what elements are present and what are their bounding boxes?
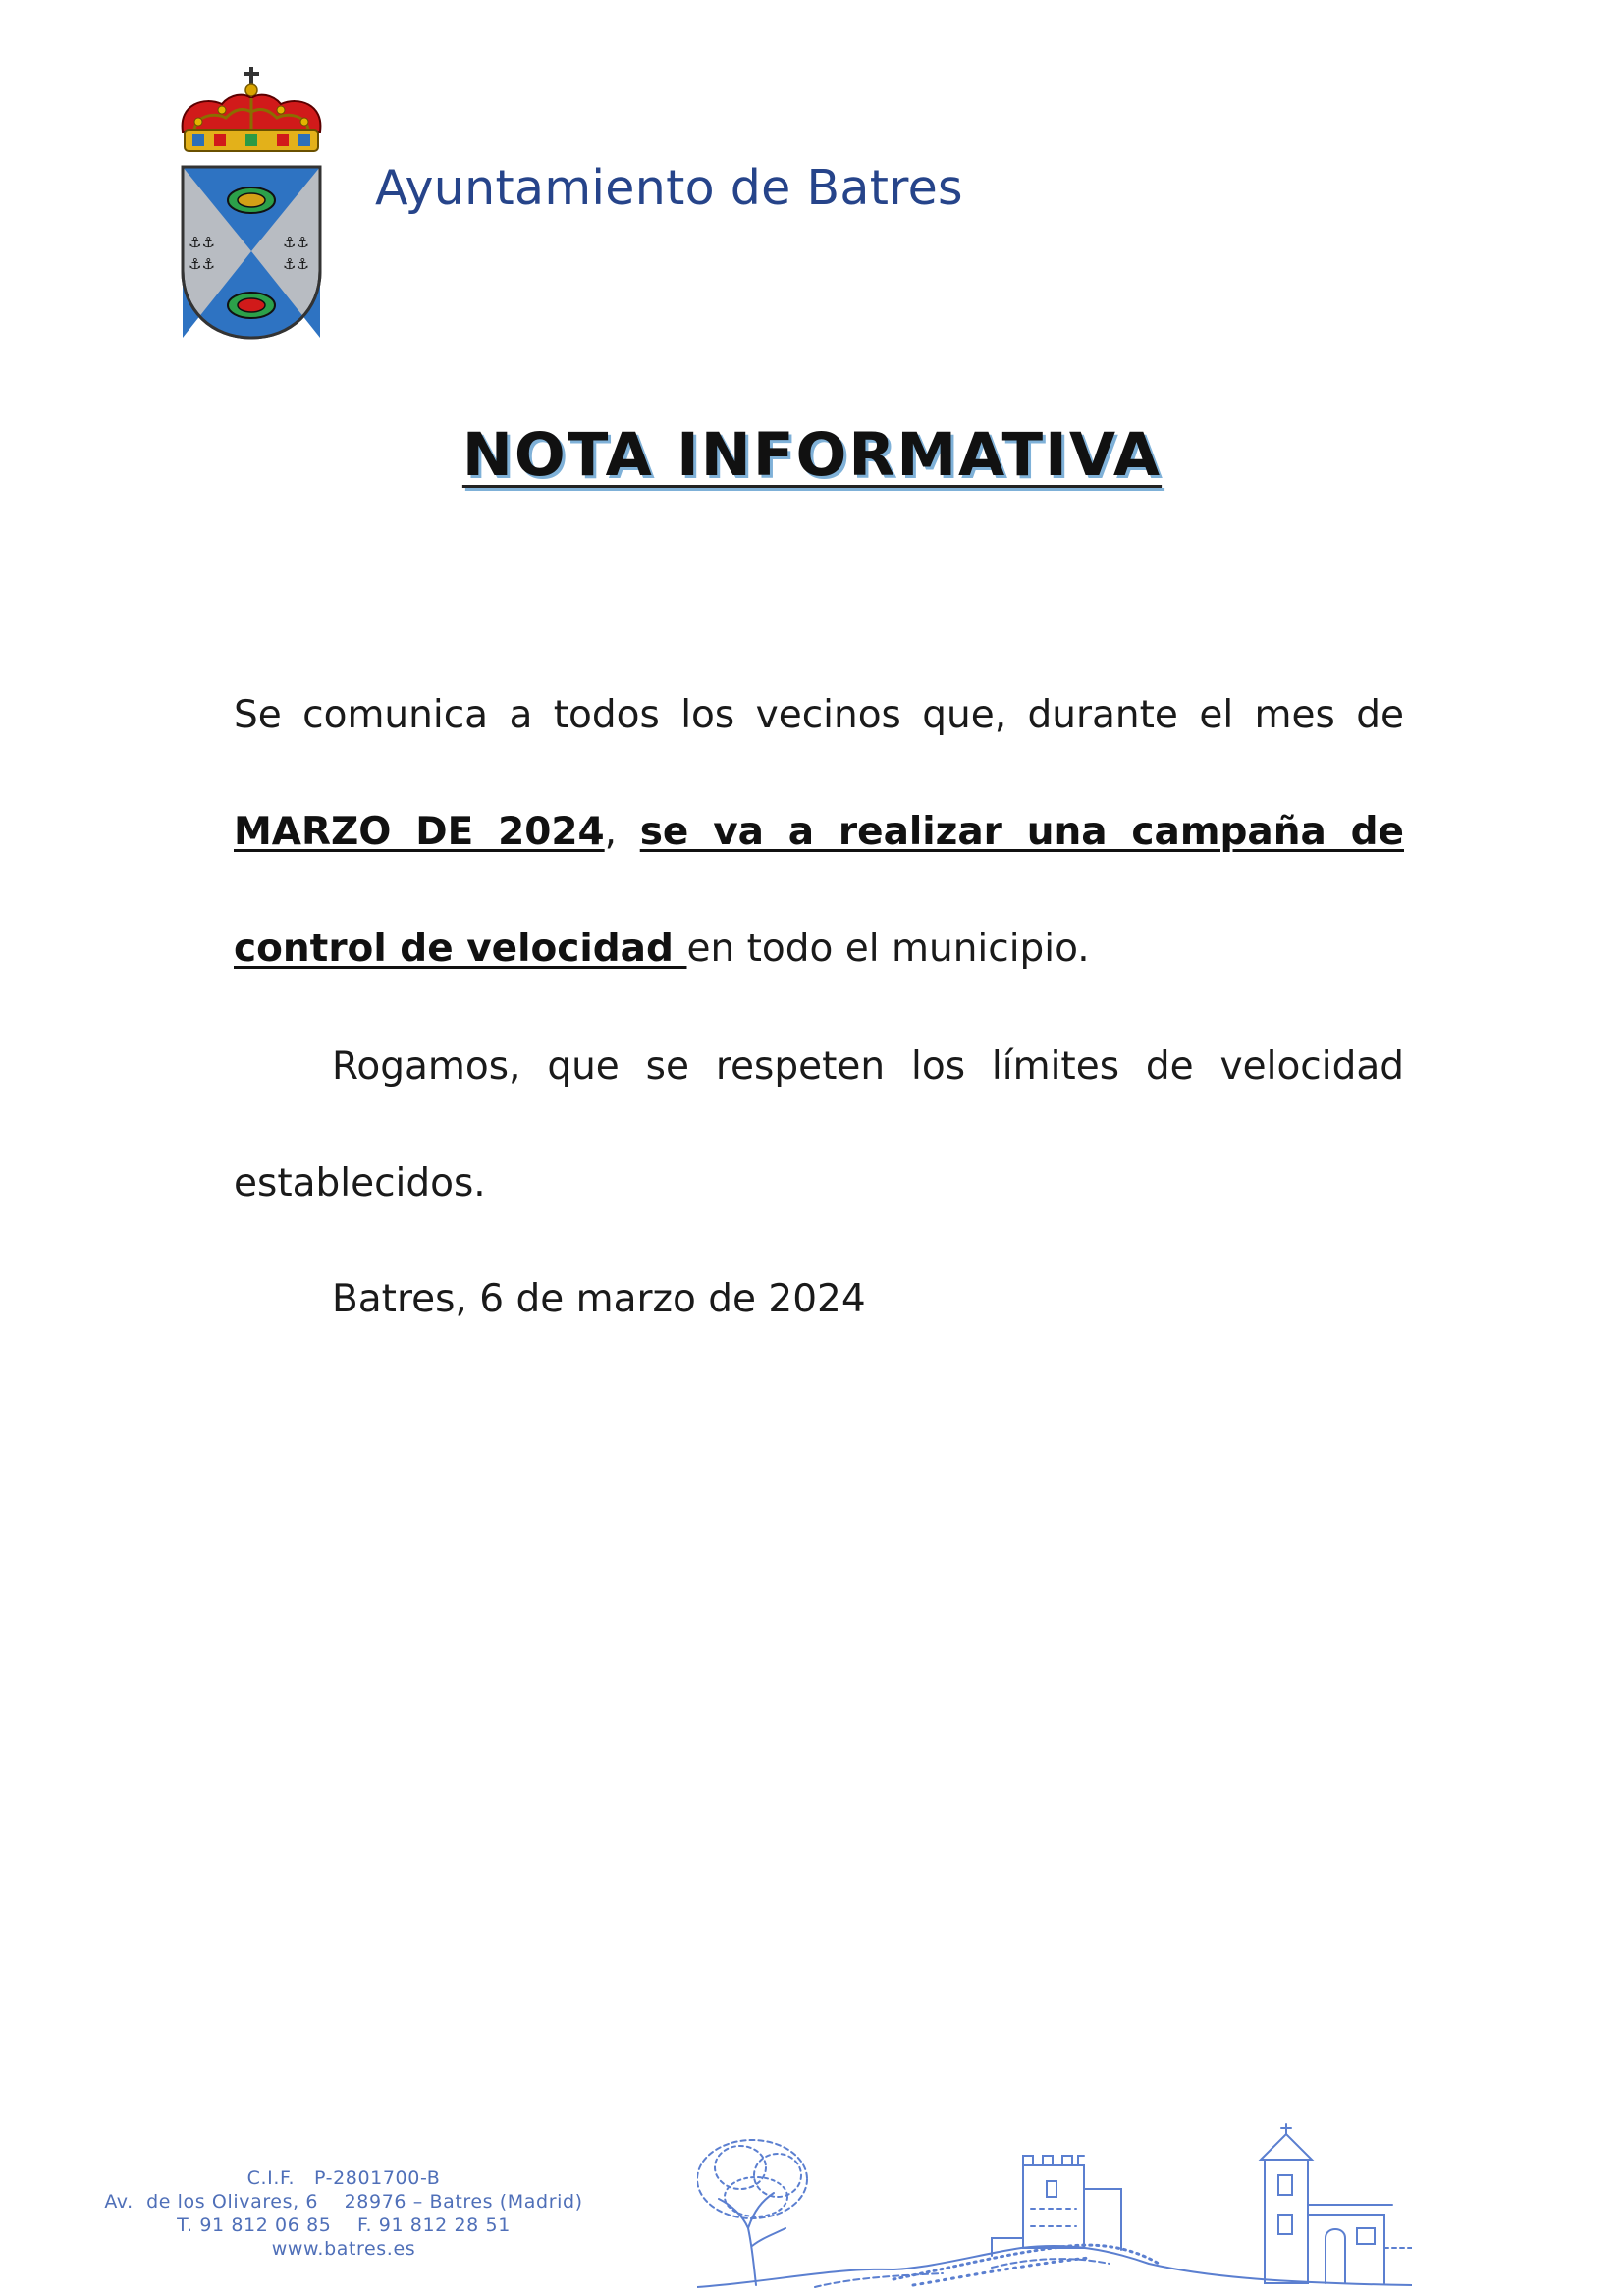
landscape-sketch-icon <box>697 2120 1412 2293</box>
footer-contact <box>98 2166 589 2261</box>
announcement-end: en todo el municipio. <box>686 927 1090 971</box>
signature-date: Batres, 6 de marzo de 2024 <box>332 1277 866 1321</box>
document-title-text: NOTA INFORMATIVA <box>461 420 1163 490</box>
footer-address: Av. de los Olivares, 6 28976 – Batres (Madrid) <box>104 2191 583 2213</box>
coat-of-arms-icon <box>175 65 328 342</box>
announcement-intro: Se comunica a todos los vecinos que, durante el mes de <box>234 693 1404 737</box>
footer-phones: T. 91 812 06 85 F. 91 812 28 51 <box>177 2215 511 2236</box>
svg-text:⚓⚓: ⚓⚓ <box>189 234 215 251</box>
crown-icon <box>183 67 321 151</box>
shield-icon <box>183 167 320 338</box>
organization-name: Ayuntamiento de Batres <box>375 160 963 216</box>
svg-text:⚓⚓: ⚓⚓ <box>283 255 309 273</box>
paragraph-request: Rogamos, que se respeten los límites de velocidad establecidos. <box>234 1044 1404 1205</box>
footer-cif: C.I.F. P-2801700-B <box>246 2167 441 2189</box>
announcement-month: MARZO DE 2024 <box>234 810 605 854</box>
announcement-campaign: se va a realizar una campaña de control de velocidad <box>234 810 1404 971</box>
paragraph-announcement <box>234 657 1404 1007</box>
footer-web: www.batres.es <box>271 2238 416 2260</box>
document-title <box>0 420 1624 490</box>
svg-text:⚓⚓: ⚓⚓ <box>189 255 215 273</box>
svg-text:⚓⚓: ⚓⚓ <box>283 234 309 251</box>
announcement-comma: , <box>604 810 640 854</box>
